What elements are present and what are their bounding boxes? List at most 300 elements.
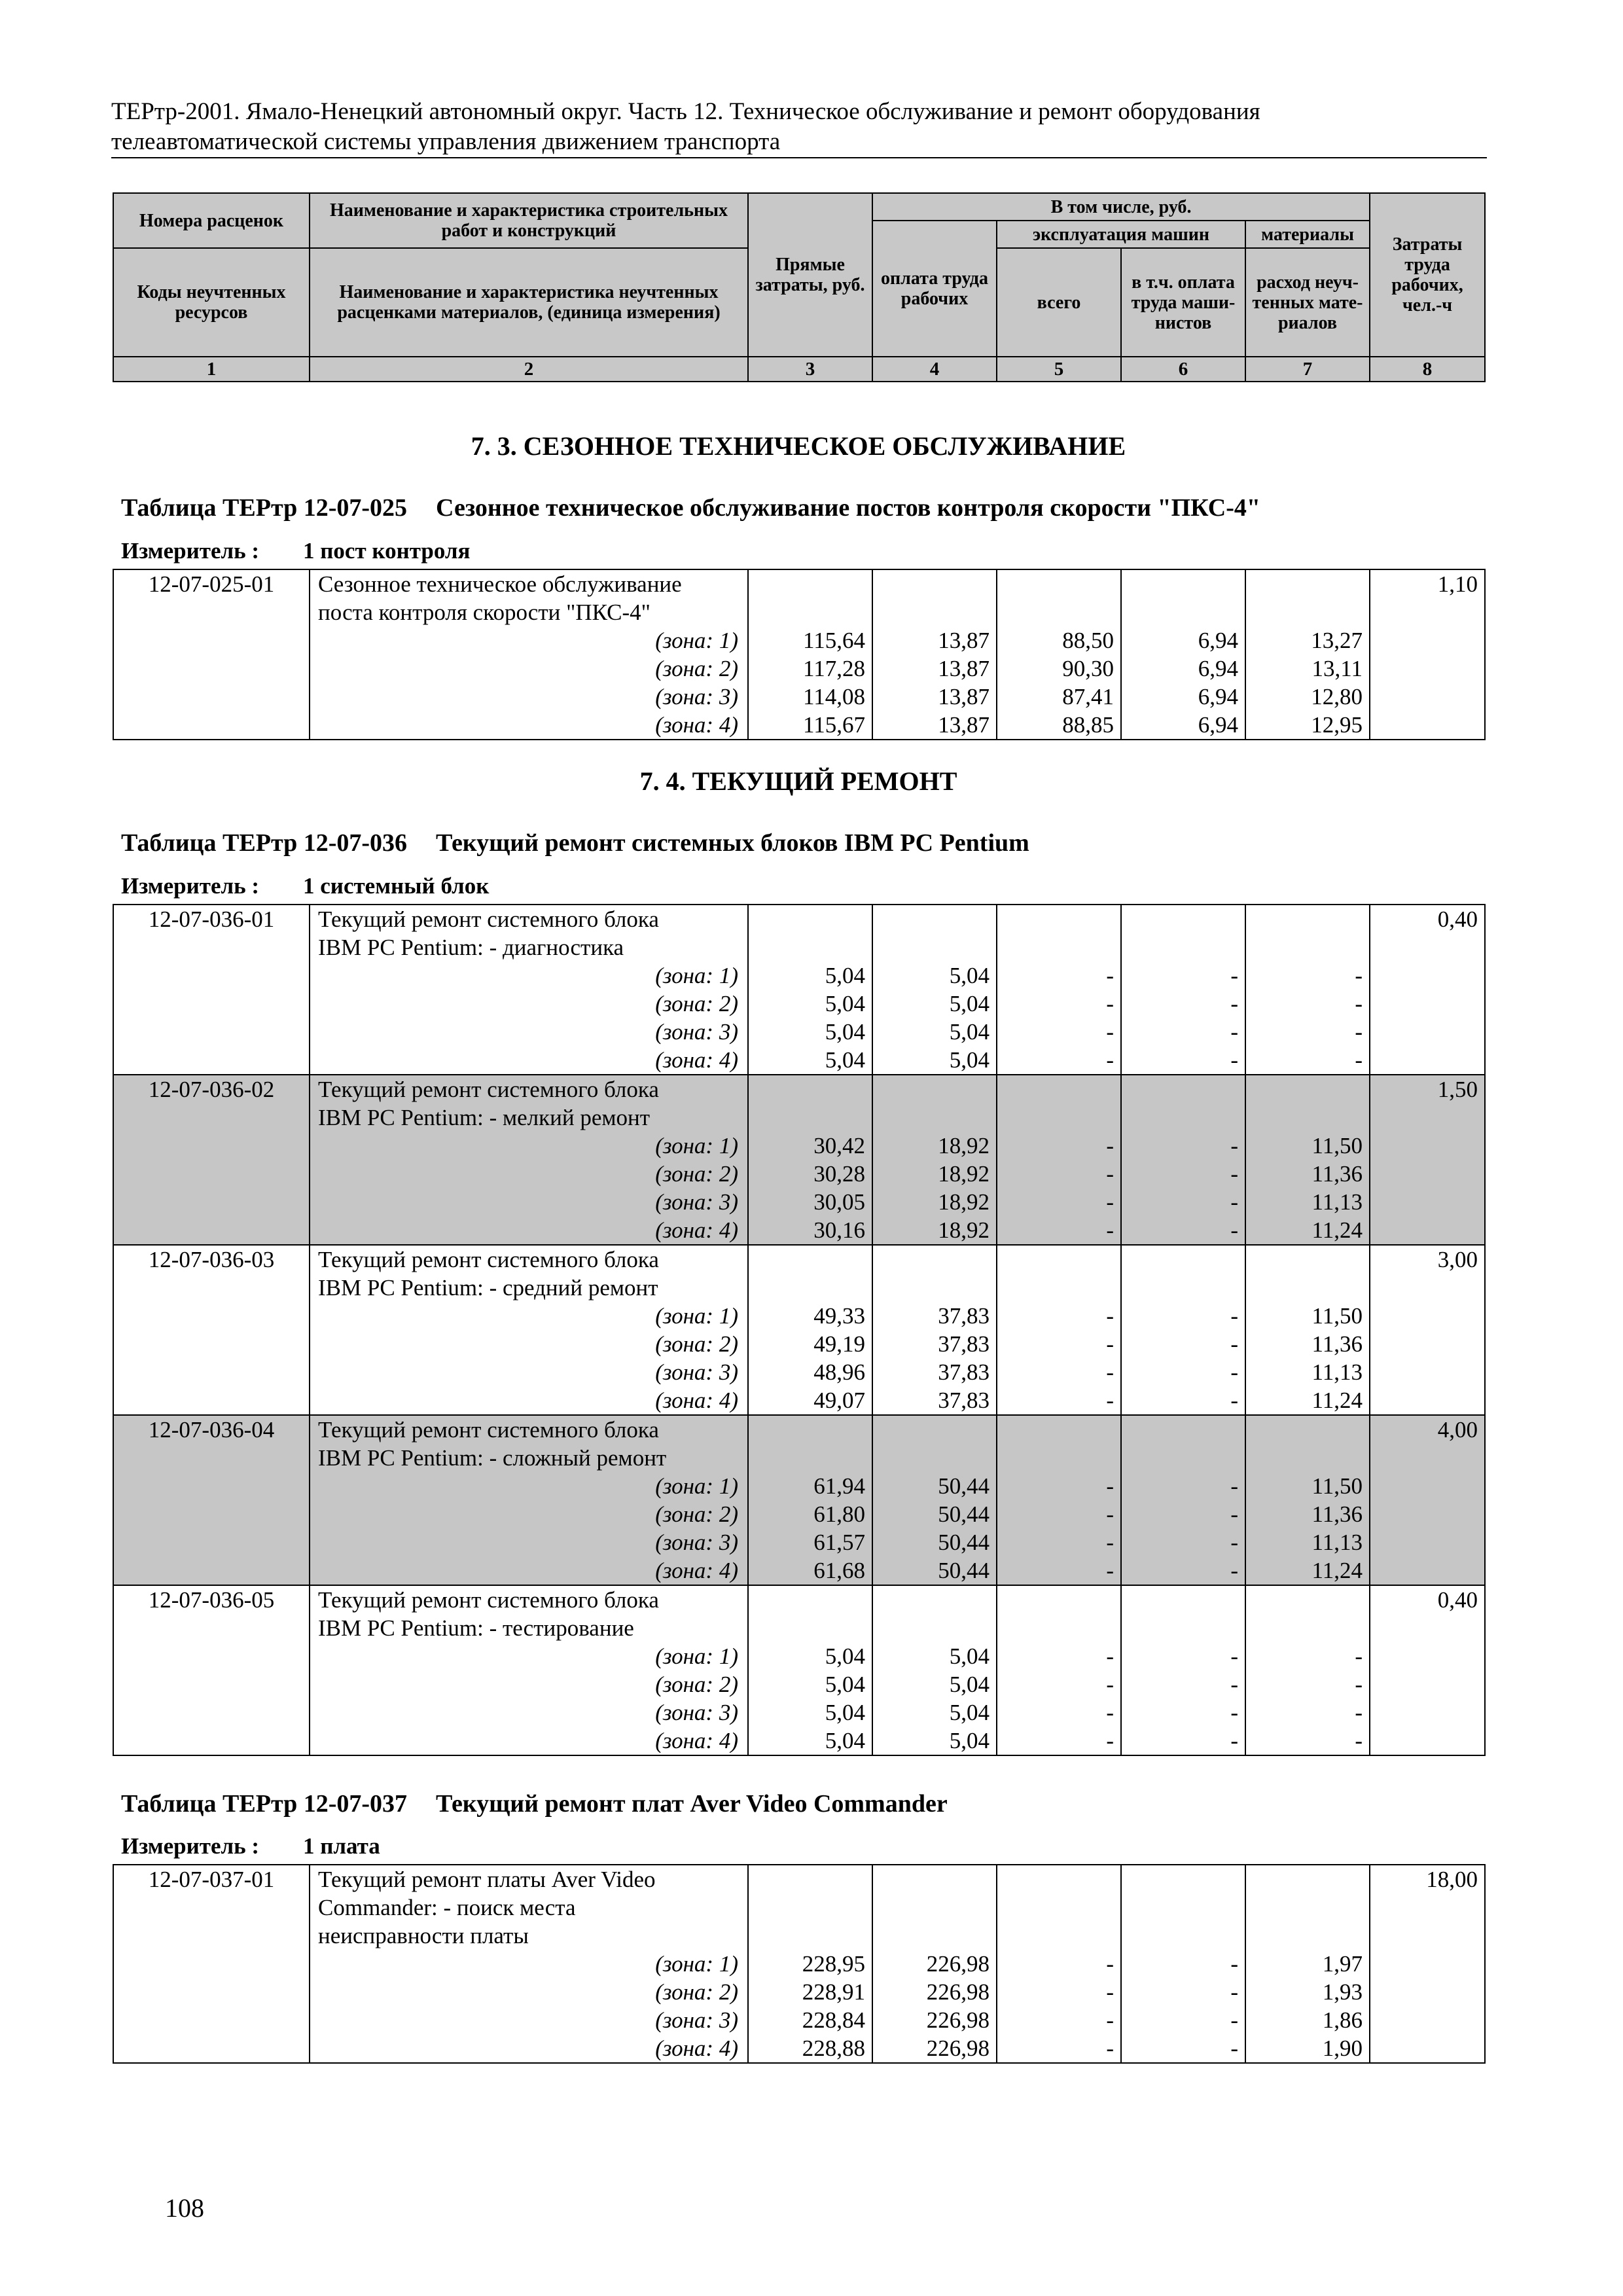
- empty-cell: [1370, 1160, 1485, 1188]
- empty-cell: [113, 1132, 310, 1160]
- empty-cell: [1121, 1444, 1245, 1472]
- col-material-consumption: расход неуч-тенных мате-риалов: [1245, 248, 1370, 357]
- materials-cost: 11,50: [1245, 1302, 1370, 1330]
- rate-code: 12-07-037-01: [113, 1865, 310, 1893]
- name-row: [113, 1585, 1485, 1614]
- col-worker-pay: оплата труда рабочих: [872, 221, 997, 357]
- direct-costs: 5,04: [748, 1018, 872, 1046]
- col-number: 4: [872, 357, 997, 382]
- empty-cell: [997, 598, 1121, 626]
- measure-label: Измеритель :: [121, 873, 260, 899]
- empty-cell: [113, 1893, 310, 1922]
- zone-row: [113, 1727, 1485, 1755]
- direct-costs: 228,91: [748, 1978, 872, 2006]
- zone-row: [113, 1188, 1485, 1216]
- machinist-pay: -: [1121, 1642, 1245, 1670]
- materials-cost: 11,50: [1245, 1132, 1370, 1160]
- empty-cell: [748, 1614, 872, 1642]
- machines-total: -: [997, 990, 1121, 1018]
- empty-cell: [872, 1614, 997, 1642]
- empty-cell: [113, 1330, 310, 1358]
- empty-cell: [872, 1245, 997, 1274]
- materials-cost: 11,36: [1245, 1500, 1370, 1528]
- rate-name-line: IBM PC Pentium: - тестирование: [310, 1614, 748, 1642]
- empty-cell: [113, 1216, 310, 1245]
- col-number: 3: [748, 357, 872, 382]
- empty-cell: [1121, 598, 1245, 626]
- zone-label: (зона: 2): [310, 990, 748, 1018]
- zone-row: [113, 961, 1485, 990]
- direct-costs: 49,19: [748, 1330, 872, 1358]
- empty-cell: [1370, 1274, 1485, 1302]
- section-title: 7. 4. ТЕКУЩИЙ РЕМОНТ: [639, 766, 957, 796]
- direct-costs: 61,68: [748, 1556, 872, 1585]
- col-number: 1: [113, 357, 310, 382]
- col-number: 6: [1121, 357, 1245, 382]
- empty-cell: [1370, 933, 1485, 961]
- rate-name-line: IBM PC Pentium: - сложный ремонт: [310, 1444, 748, 1472]
- measure-line: [121, 1833, 380, 1859]
- machinist-pay: -: [1121, 1528, 1245, 1556]
- empty-cell: [113, 711, 310, 740]
- empty-cell: [872, 1075, 997, 1103]
- empty-cell: [748, 1444, 872, 1472]
- worker-pay: 37,83: [872, 1302, 997, 1330]
- zone-label: (зона: 3): [310, 1188, 748, 1216]
- col-materials: материалы: [1245, 221, 1370, 248]
- empty-cell: [997, 1415, 1121, 1444]
- zone-label: (зона: 3): [310, 1698, 748, 1727]
- empty-cell: [997, 1103, 1121, 1132]
- empty-cell: [1245, 1415, 1370, 1444]
- empty-cell: [748, 569, 872, 598]
- empty-cell: [1370, 1132, 1485, 1160]
- empty-cell: [1121, 569, 1245, 598]
- materials-cost: 13,27: [1245, 626, 1370, 655]
- machinist-pay: -: [1121, 1500, 1245, 1528]
- machines-total: 88,50: [997, 626, 1121, 655]
- machines-total: -: [997, 1160, 1121, 1188]
- worker-pay: 37,83: [872, 1330, 997, 1358]
- worker-pay: 5,04: [872, 990, 997, 1018]
- empty-cell: [1370, 1978, 1485, 2006]
- name-row: [113, 598, 1485, 626]
- running-header: [111, 97, 1486, 157]
- machines-total: -: [997, 1358, 1121, 1386]
- empty-cell: [872, 1585, 997, 1614]
- table-name: Сезонное техническое обслуживание постов контроля скорости "ПКС-4": [436, 494, 1260, 522]
- worker-pay: 226,98: [872, 2034, 997, 2063]
- name-row: [113, 933, 1485, 961]
- empty-cell: [113, 598, 310, 626]
- zone-row: [113, 1132, 1485, 1160]
- rate-code: 12-07-036-04: [113, 1415, 310, 1444]
- zone-row: [113, 1358, 1485, 1386]
- rate-group: [113, 1075, 1485, 1245]
- rate-code: 12-07-036-05: [113, 1585, 310, 1614]
- measure-value: 1 системный блок: [303, 873, 490, 899]
- empty-cell: [1370, 626, 1485, 655]
- table-title: [121, 1789, 948, 1818]
- direct-costs: 115,64: [748, 626, 872, 655]
- empty-cell: [1370, 1386, 1485, 1415]
- empty-cell: [872, 1274, 997, 1302]
- rate-group: [113, 1585, 1485, 1755]
- name-row: [113, 1245, 1485, 1274]
- materials-cost: 11,24: [1245, 1386, 1370, 1415]
- machinist-pay: -: [1121, 1386, 1245, 1415]
- empty-cell: [1370, 1642, 1485, 1670]
- name-row: [113, 1614, 1485, 1642]
- empty-cell: [872, 1415, 997, 1444]
- empty-cell: [1370, 1727, 1485, 1755]
- machinist-pay: -: [1121, 1018, 1245, 1046]
- direct-costs: 228,84: [748, 2006, 872, 2034]
- zone-label: (зона: 4): [310, 1216, 748, 1245]
- worker-pay: 13,87: [872, 655, 997, 683]
- machinist-pay: -: [1121, 1727, 1245, 1755]
- worker-pay: 226,98: [872, 2006, 997, 2034]
- empty-cell: [748, 1865, 872, 1893]
- empty-cell: [1370, 990, 1485, 1018]
- measure-line: [121, 538, 470, 564]
- empty-cell: [1245, 598, 1370, 626]
- empty-cell: [1370, 711, 1485, 740]
- direct-costs: 5,04: [748, 1698, 872, 1727]
- machinist-pay: -: [1121, 1302, 1245, 1330]
- zone-label: (зона: 4): [310, 711, 748, 740]
- empty-cell: [113, 1670, 310, 1698]
- empty-cell: [1370, 2034, 1485, 2063]
- col-number: 5: [997, 357, 1121, 382]
- labor-costs: 0,40: [1370, 1585, 1485, 1614]
- empty-cell: [748, 1415, 872, 1444]
- zone-row: [113, 1670, 1485, 1698]
- materials-cost: 11,36: [1245, 1330, 1370, 1358]
- empty-cell: [872, 933, 997, 961]
- empty-cell: [1370, 2006, 1485, 2034]
- empty-cell: [1245, 1614, 1370, 1642]
- name-row: [113, 1865, 1485, 1893]
- name-row: [113, 905, 1485, 933]
- materials-cost: 11,50: [1245, 1472, 1370, 1500]
- materials-cost: -: [1245, 1642, 1370, 1670]
- zone-row: [113, 655, 1485, 683]
- worker-pay: 18,92: [872, 1216, 997, 1245]
- zone-label: (зона: 4): [310, 1727, 748, 1755]
- machines-total: -: [997, 1500, 1121, 1528]
- empty-cell: [748, 905, 872, 933]
- table-title: [121, 493, 1260, 522]
- rate-name-line: неисправности платы: [310, 1922, 748, 1950]
- column-header-table: [113, 192, 1486, 382]
- zone-row: [113, 1386, 1485, 1415]
- materials-cost: -: [1245, 1046, 1370, 1075]
- materials-cost: -: [1245, 1727, 1370, 1755]
- direct-costs: 5,04: [748, 961, 872, 990]
- zone-row: [113, 711, 1485, 740]
- table-name: Текущий ремонт плат Aver Video Commander: [436, 1790, 948, 1818]
- empty-cell: [1370, 1103, 1485, 1132]
- empty-cell: [997, 1245, 1121, 1274]
- machines-total: -: [997, 1727, 1121, 1755]
- rate-code: 12-07-036-01: [113, 905, 310, 933]
- rates-table-12-07-036: [113, 904, 1486, 1756]
- empty-cell: [1245, 933, 1370, 961]
- col-number: 2: [310, 357, 748, 382]
- col-direct-costs: Прямые затраты, руб.: [748, 193, 872, 357]
- empty-cell: [997, 569, 1121, 598]
- zone-row: [113, 1500, 1485, 1528]
- labor-costs: 1,10: [1370, 569, 1485, 598]
- machines-total: -: [997, 1216, 1121, 1245]
- zone-label: (зона: 2): [310, 1330, 748, 1358]
- worker-pay: 50,44: [872, 1528, 997, 1556]
- direct-costs: 61,94: [748, 1472, 872, 1500]
- zone-label: (зона: 1): [310, 961, 748, 990]
- machinist-pay: -: [1121, 1556, 1245, 1585]
- direct-costs: 30,28: [748, 1160, 872, 1188]
- empty-cell: [113, 1103, 310, 1132]
- worker-pay: 5,04: [872, 1046, 997, 1075]
- machines-total: 90,30: [997, 655, 1121, 683]
- empty-cell: [113, 1950, 310, 1978]
- direct-costs: 114,08: [748, 683, 872, 711]
- worker-pay: 37,83: [872, 1358, 997, 1386]
- zone-row: [113, 626, 1485, 655]
- machinist-pay: -: [1121, 1046, 1245, 1075]
- empty-cell: [113, 1698, 310, 1727]
- zone-label: (зона: 2): [310, 655, 748, 683]
- empty-cell: [113, 1528, 310, 1556]
- machines-total: -: [997, 1950, 1121, 1978]
- empty-cell: [1370, 1358, 1485, 1386]
- empty-cell: [997, 1444, 1121, 1472]
- rates-table-12-07-025: [113, 569, 1486, 740]
- empty-cell: [1121, 1893, 1245, 1922]
- machines-total: -: [997, 2034, 1121, 2063]
- col-number: 8: [1370, 357, 1485, 382]
- machinist-pay: -: [1121, 1132, 1245, 1160]
- empty-cell: [113, 1386, 310, 1415]
- empty-cell: [1245, 1103, 1370, 1132]
- machinist-pay: -: [1121, 1160, 1245, 1188]
- zone-label: (зона: 2): [310, 1670, 748, 1698]
- direct-costs: 115,67: [748, 711, 872, 740]
- worker-pay: 18,92: [872, 1132, 997, 1160]
- materials-cost: 11,13: [1245, 1528, 1370, 1556]
- machines-total: -: [997, 1670, 1121, 1698]
- rate-code: 12-07-036-03: [113, 1245, 310, 1274]
- empty-cell: [113, 1922, 310, 1950]
- materials-cost: 11,24: [1245, 1556, 1370, 1585]
- materials-cost: -: [1245, 1018, 1370, 1046]
- materials-cost: 1,93: [1245, 1978, 1370, 2006]
- empty-cell: [113, 1444, 310, 1472]
- zone-row: [113, 1046, 1485, 1075]
- machines-total: -: [997, 1978, 1121, 2006]
- worker-pay: 50,44: [872, 1472, 997, 1500]
- direct-costs: 30,05: [748, 1188, 872, 1216]
- empty-cell: [113, 1274, 310, 1302]
- col-number: 7: [1245, 357, 1370, 382]
- direct-costs: 228,95: [748, 1950, 872, 1978]
- name-row: [113, 1415, 1485, 1444]
- measure-label: Измеритель :: [121, 538, 260, 564]
- materials-cost: 11,13: [1245, 1358, 1370, 1386]
- rate-group: [113, 905, 1485, 1075]
- labor-costs: 3,00: [1370, 1245, 1485, 1274]
- machinist-pay: -: [1121, 1330, 1245, 1358]
- empty-cell: [1121, 1274, 1245, 1302]
- col-material-names: Наименование и характеристика неучтенных расценками материалов, (единица измерения): [310, 248, 748, 357]
- direct-costs: 5,04: [748, 990, 872, 1018]
- materials-cost: -: [1245, 990, 1370, 1018]
- materials-cost: 11,24: [1245, 1216, 1370, 1245]
- machinist-pay: -: [1121, 1358, 1245, 1386]
- rate-group: [113, 1415, 1485, 1585]
- zone-label: (зона: 3): [310, 683, 748, 711]
- col-rate-numbers: Номера расценок: [113, 193, 310, 248]
- rate-name-line: Текущий ремонт системного блока: [310, 905, 748, 933]
- empty-cell: [1245, 1274, 1370, 1302]
- labor-costs: 1,50: [1370, 1075, 1485, 1103]
- machines-total: -: [997, 1556, 1121, 1585]
- empty-cell: [1370, 1046, 1485, 1075]
- empty-cell: [872, 905, 997, 933]
- worker-pay: 50,44: [872, 1500, 997, 1528]
- empty-cell: [1245, 1893, 1370, 1922]
- name-row: [113, 1922, 1485, 1950]
- machinist-pay: -: [1121, 1670, 1245, 1698]
- zone-row: [113, 1018, 1485, 1046]
- machinist-pay: -: [1121, 1698, 1245, 1727]
- machinist-pay: -: [1121, 2034, 1245, 2063]
- zone-label: (зона: 4): [310, 1556, 748, 1585]
- machinist-pay: -: [1121, 1216, 1245, 1245]
- empty-cell: [113, 1472, 310, 1500]
- empty-cell: [997, 905, 1121, 933]
- rate-group: [113, 1245, 1485, 1415]
- direct-costs: 30,42: [748, 1132, 872, 1160]
- empty-cell: [113, 1018, 310, 1046]
- empty-cell: [113, 1302, 310, 1330]
- measure-value: 1 плата: [303, 1833, 380, 1859]
- empty-cell: [1121, 905, 1245, 933]
- materials-cost: 12,80: [1245, 683, 1370, 711]
- empty-cell: [1245, 1444, 1370, 1472]
- zone-row: [113, 990, 1485, 1018]
- measure-line: [121, 873, 489, 899]
- materials-cost: -: [1245, 961, 1370, 990]
- zone-row: [113, 1642, 1485, 1670]
- empty-cell: [1121, 1245, 1245, 1274]
- empty-cell: [748, 1103, 872, 1132]
- machinist-pay: -: [1121, 990, 1245, 1018]
- worker-pay: 5,04: [872, 961, 997, 990]
- machinist-pay: 6,94: [1121, 683, 1245, 711]
- empty-cell: [113, 1642, 310, 1670]
- empty-cell: [748, 1274, 872, 1302]
- empty-cell: [1370, 1556, 1485, 1585]
- empty-cell: [997, 933, 1121, 961]
- worker-pay: 5,04: [872, 1642, 997, 1670]
- empty-cell: [1370, 1500, 1485, 1528]
- empty-cell: [1370, 961, 1485, 990]
- empty-cell: [1245, 1245, 1370, 1274]
- empty-cell: [872, 1922, 997, 1950]
- col-machines-total: всего: [997, 248, 1121, 357]
- zone-row: [113, 1698, 1485, 1727]
- empty-cell: [997, 1585, 1121, 1614]
- materials-cost: 11,36: [1245, 1160, 1370, 1188]
- rate-name-line: Сезонное техническое обслуживание: [310, 569, 748, 598]
- empty-cell: [113, 1188, 310, 1216]
- direct-costs: 5,04: [748, 1670, 872, 1698]
- empty-cell: [113, 655, 310, 683]
- empty-cell: [1121, 1103, 1245, 1132]
- rate-name-line: Текущий ремонт системного блока: [310, 1585, 748, 1614]
- machines-total: -: [997, 961, 1121, 990]
- rate-name-line: поста контроля скорости "ПКС-4": [310, 598, 748, 626]
- rate-name-line: Текущий ремонт системного блока: [310, 1075, 748, 1103]
- zone-row: [113, 1950, 1485, 1978]
- worker-pay: 50,44: [872, 1556, 997, 1585]
- machines-total: -: [997, 1188, 1121, 1216]
- empty-cell: [748, 1922, 872, 1950]
- machinist-pay: -: [1121, 2006, 1245, 2034]
- empty-cell: [1370, 1330, 1485, 1358]
- empty-cell: [1121, 933, 1245, 961]
- empty-cell: [997, 1075, 1121, 1103]
- machinist-pay: -: [1121, 1188, 1245, 1216]
- zone-row: [113, 1330, 1485, 1358]
- machines-total: -: [997, 1046, 1121, 1075]
- rate-name-line: Commander: - поиск места: [310, 1893, 748, 1922]
- empty-cell: [997, 1893, 1121, 1922]
- zone-row: [113, 1556, 1485, 1585]
- empty-cell: [1245, 569, 1370, 598]
- table-code: Таблица ТЕРтр 12-07-037: [121, 1790, 408, 1818]
- zone-row: [113, 1472, 1485, 1500]
- direct-costs: 61,80: [748, 1500, 872, 1528]
- rate-name-line: IBM PC Pentium: - средний ремонт: [310, 1274, 748, 1302]
- empty-cell: [113, 1614, 310, 1642]
- empty-cell: [113, 1978, 310, 2006]
- labor-costs: 0,40: [1370, 905, 1485, 933]
- labor-costs: 4,00: [1370, 1415, 1485, 1444]
- empty-cell: [1121, 1614, 1245, 1642]
- machines-total: -: [997, 1698, 1121, 1727]
- empty-cell: [997, 1274, 1121, 1302]
- machines-total: -: [997, 1330, 1121, 1358]
- page-number: 108: [165, 2193, 204, 2223]
- empty-cell: [997, 1614, 1121, 1642]
- empty-cell: [113, 1358, 310, 1386]
- empty-cell: [1370, 1472, 1485, 1500]
- machinist-pay: 6,94: [1121, 626, 1245, 655]
- rate-code: 12-07-025-01: [113, 569, 310, 598]
- zone-label: (зона: 4): [310, 2034, 748, 2063]
- empty-cell: [1370, 1950, 1485, 1978]
- zone-label: (зона: 1): [310, 1472, 748, 1500]
- empty-cell: [997, 1865, 1121, 1893]
- empty-cell: [1121, 1075, 1245, 1103]
- zone-row: [113, 2034, 1485, 2063]
- empty-cell: [1245, 905, 1370, 933]
- empty-cell: [113, 990, 310, 1018]
- empty-cell: [1370, 655, 1485, 683]
